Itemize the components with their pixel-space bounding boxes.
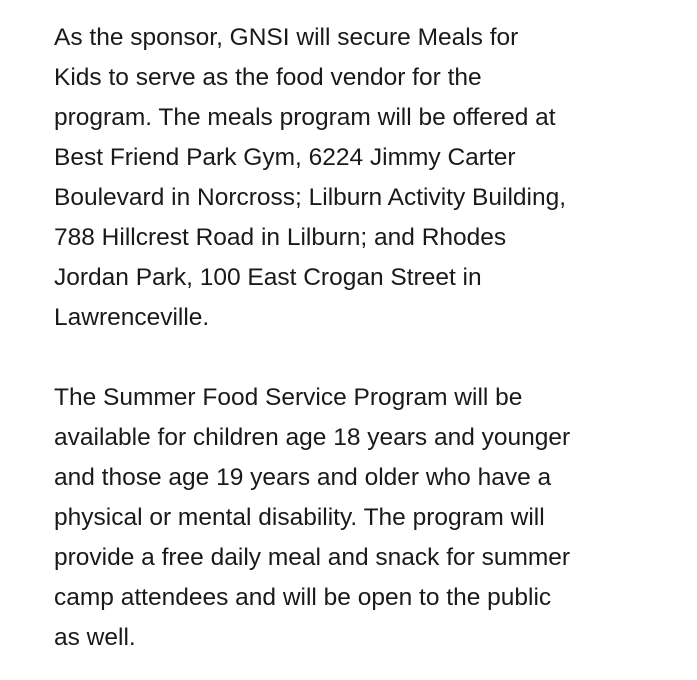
- text-line: provide a free daily meal and snack for summer: [54, 544, 571, 571]
- paragraph-spacer: [54, 338, 694, 378]
- text-line: program. The meals program will be offered at: [54, 104, 556, 131]
- text-line: 788 Hillcrest Road in Lilburn; and Rhodes: [54, 224, 507, 251]
- text-line: Jordan Park, 100 East Crogan Street in: [54, 264, 482, 291]
- text-line: Kids to serve as the food vendor for the: [54, 64, 482, 91]
- text-line: As the sponsor, GNSI will secure Meals for: [54, 24, 519, 51]
- text-line: physical or mental disability. The program will: [54, 504, 545, 531]
- text-line: and those age 19 years and older who have a: [54, 464, 552, 491]
- text-line: The Summer Food Service Program will be: [54, 384, 523, 411]
- document-body: [54, 18, 694, 658]
- paragraph-sponsor-sites: [54, 18, 694, 338]
- text-line: as well.: [54, 624, 136, 651]
- text-line: available for children age 18 years and younger: [54, 424, 571, 451]
- text-line: Lawrenceville.: [54, 304, 210, 331]
- text-line: Best Friend Park Gym, 6224 Jimmy Carter: [54, 144, 516, 171]
- text-line: Boulevard in Norcross; Lilburn Activity Building,: [54, 184, 567, 211]
- text-line: camp attendees and will be open to the public: [54, 584, 552, 611]
- paragraph-eligibility: [54, 378, 694, 658]
